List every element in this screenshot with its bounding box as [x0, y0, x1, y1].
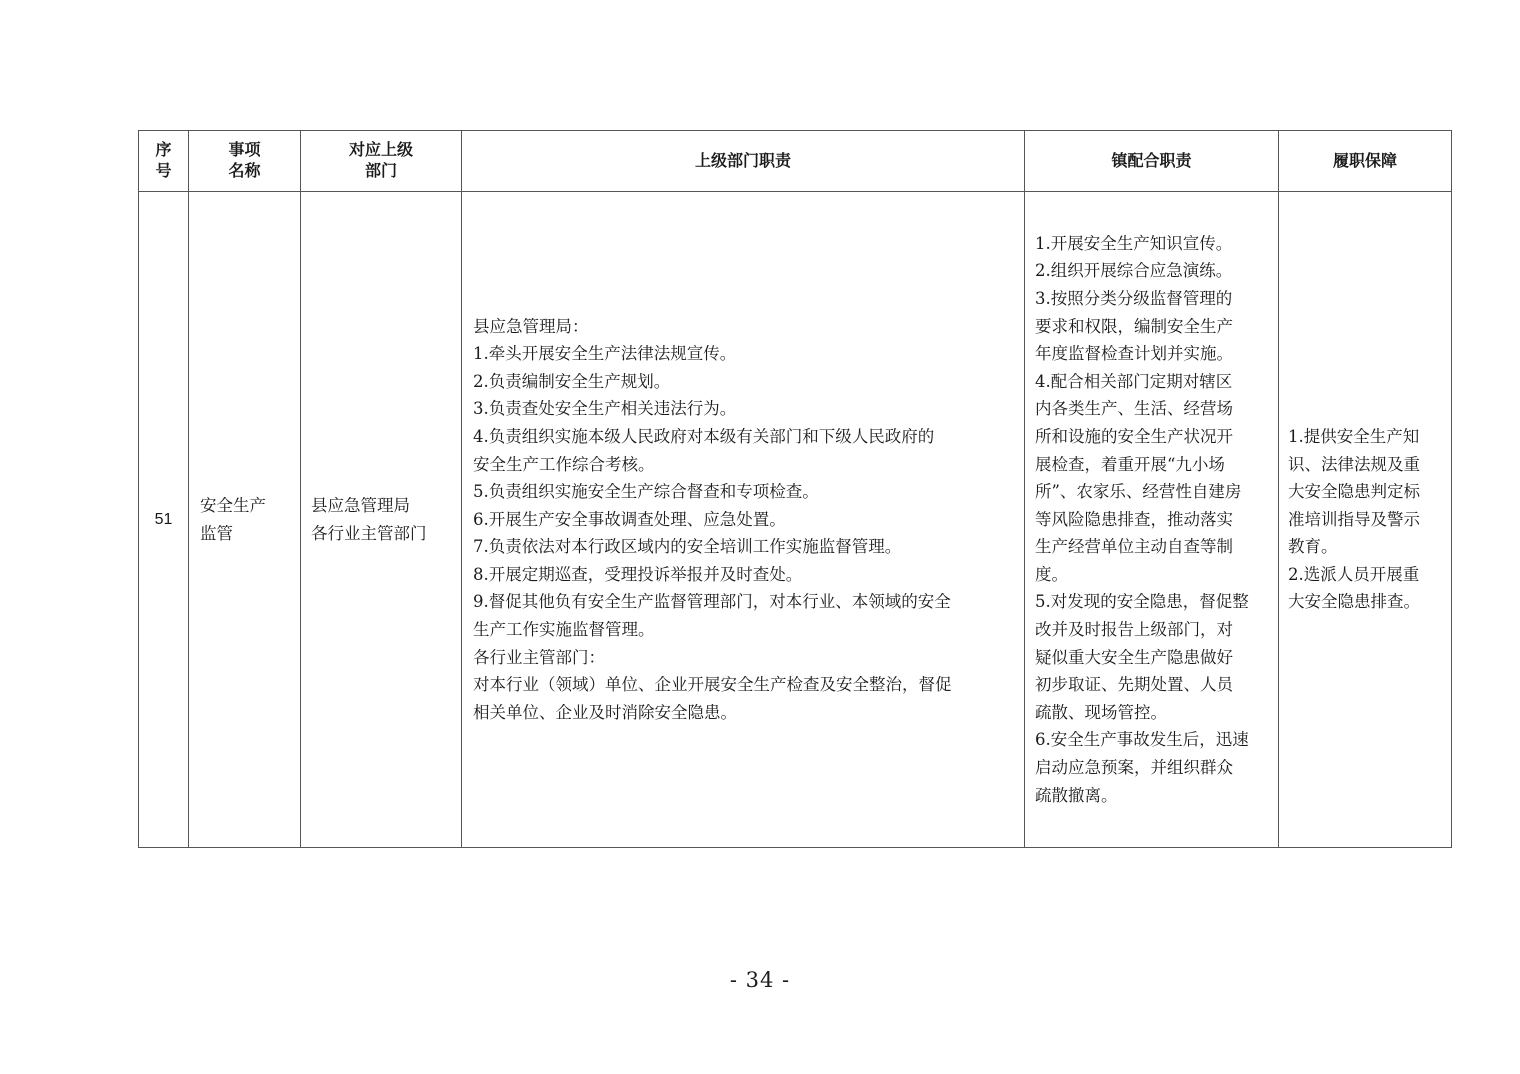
- town-duty-line: 要求和权限，编制安全生产: [1035, 316, 1233, 336]
- town-duty-line: 展检查，着重开展“九小场: [1035, 454, 1225, 474]
- upper-duty-line: 4.负责组织实施本级人民政府对本级有关部门和下级人民政府的: [473, 426, 935, 446]
- header-town-duty: 镇配合职责: [1025, 131, 1279, 192]
- upper-duty-line: 各行业主管部门：: [473, 647, 605, 667]
- header-item: [189, 131, 301, 192]
- town-duty-line: 疑似重大安全生产隐患做好: [1035, 647, 1233, 667]
- town-duty-line: 所和设施的安全生产状况开: [1035, 426, 1233, 446]
- town-duty-line: 度。: [1035, 564, 1068, 584]
- upper-duty-line: 生产工作实施监督管理。: [473, 620, 655, 640]
- duty-table: [138, 130, 1452, 848]
- row-number: 51: [139, 192, 189, 848]
- upper-duty-cell: [462, 192, 1025, 848]
- town-duty-line: 疏散、现场管控。: [1035, 702, 1167, 722]
- upper-duty-line: 9.督促其他负有安全生产监督管理部门，对本行业、本领域的安全: [473, 592, 951, 612]
- upper-duty-line: 对本行业（领域）单位、企业开展安全生产检查及安全整治，督促: [473, 675, 952, 695]
- header-guarantee: 履职保障: [1279, 131, 1452, 192]
- upper-duty-line: 相关单位、企业及时消除安全隐患。: [473, 702, 737, 722]
- department-line: 各行业主管部门: [311, 523, 427, 543]
- town-duty-line: 年度监督检查计划并实施。: [1035, 344, 1233, 364]
- town-duty-cell: [1025, 192, 1279, 848]
- town-duty-line: 改并及时报告上级部门，对: [1035, 620, 1233, 640]
- upper-duty-line: 2.负责编制安全生产规划。: [473, 371, 671, 391]
- upper-duty-line: 安全生产工作综合考核。: [473, 454, 655, 474]
- header-dept-line: 对应上级: [348, 142, 413, 159]
- town-duty-line: 1.开展安全生产知识宣传。: [1035, 233, 1233, 253]
- header-dept-line: 部门: [364, 163, 397, 180]
- header-no: [139, 131, 189, 192]
- upper-duty-line: 7.负责依法对本行政区域内的安全培训工作实施监督管理。: [473, 537, 902, 557]
- town-duty-line: 5.对发现的安全隐患，督促整: [1035, 592, 1249, 612]
- item-name-line: 监管: [200, 523, 233, 543]
- town-duty-line: 内各类生产、生活、经营场: [1035, 399, 1233, 419]
- guarantee-line: 1.提供安全生产知: [1288, 426, 1420, 446]
- guarantee-line: 教育。: [1288, 537, 1338, 557]
- town-duty-line: 所”、农家乐、经营性自建房: [1035, 482, 1242, 502]
- guarantee-cell: [1279, 192, 1452, 848]
- town-duty-line: 2.组织开展综合应急演练。: [1035, 261, 1233, 281]
- guarantee-line: 大安全隐患判定标: [1288, 482, 1420, 502]
- header-dept: [301, 131, 462, 192]
- header-item-line: 名称: [228, 163, 261, 180]
- upper-duty-line: 县应急管理局：: [473, 316, 589, 336]
- header-upper-duty: 上级部门职责: [462, 131, 1025, 192]
- town-duty-line: 4.配合相关部门定期对辖区: [1035, 371, 1233, 391]
- header-no-line: 号: [155, 163, 172, 180]
- upper-duty-line: 3.负责查处安全生产相关违法行为。: [473, 399, 737, 419]
- page-number: - 34 -: [729, 968, 791, 992]
- guarantee-line: 准培训指导及警示: [1288, 509, 1420, 529]
- upper-duty-line: 1.牵头开展安全生产法律法规宣传。: [473, 344, 737, 364]
- department-line: 县应急管理局: [311, 495, 410, 515]
- town-duty-line: 疏散撤离。: [1035, 785, 1118, 805]
- town-duty-line: 6.安全生产事故发生后，迅速: [1035, 730, 1249, 750]
- guarantee-line: 识、法律法规及重: [1288, 454, 1420, 474]
- item-name-line: 安全生产: [200, 495, 266, 515]
- table-row: [139, 192, 1452, 848]
- guarantee-line: 2.选派人员开展重: [1288, 564, 1420, 584]
- item-name-cell: [189, 192, 301, 848]
- upper-duty-line: 8.开展定期巡查，受理投诉举报并及时查处。: [473, 564, 803, 584]
- town-duty-line: 启动应急预案，并组织群众: [1035, 758, 1233, 778]
- upper-duty-line: 5.负责组织实施安全生产综合督查和专项检查。: [473, 482, 819, 502]
- guarantee-line: 大安全隐患排查。: [1288, 592, 1420, 612]
- upper-duty-line: 6.开展生产安全事故调查处理、应急处置。: [473, 509, 786, 529]
- town-duty-line: 等风险隐患排查，推动落实: [1035, 509, 1233, 529]
- header-row: [139, 131, 1452, 192]
- town-duty-line: 3.按照分类分级监督管理的: [1035, 288, 1233, 308]
- header-item-line: 事项: [228, 142, 261, 159]
- department-cell: [301, 192, 462, 848]
- town-duty-line: 初步取证、先期处置、人员: [1035, 675, 1233, 695]
- header-no-line: 序: [155, 142, 172, 159]
- town-duty-line: 生产经营单位主动自查等制: [1035, 537, 1233, 557]
